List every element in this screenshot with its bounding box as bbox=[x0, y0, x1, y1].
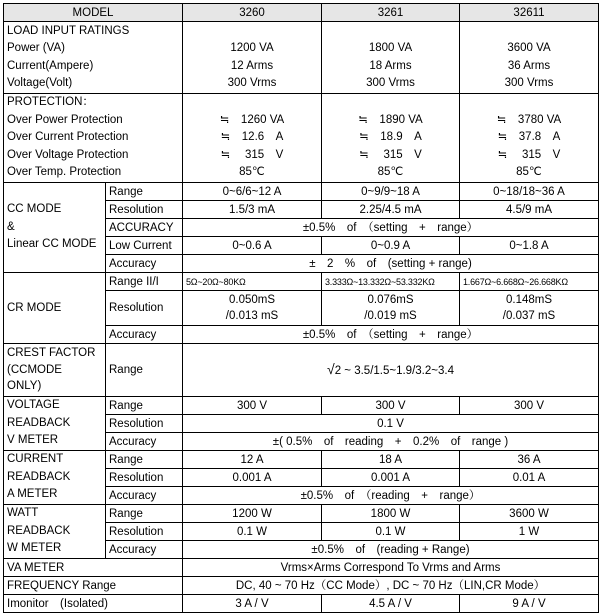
watt-resolution-row: Resolution 0.1 W 0.1 W 1 W bbox=[4, 523, 599, 541]
watt-readback-labels: WATT READBACK W METER bbox=[4, 505, 106, 559]
protection-32611: ≒ 3780 VA ≒ 37.8 A ≒ 315 V 85℃ bbox=[460, 94, 599, 183]
protection-title: PROTECTION： bbox=[7, 96, 94, 109]
cr-resolution-row: Resolution 0.050mS /0.013 mS 0.076mS /0.019 mS 0.148mS /0.037 mS bbox=[4, 291, 599, 326]
current-label: Current(Ampere) bbox=[7, 59, 94, 72]
load-input-title: LOAD INPUT RATINGS bbox=[7, 24, 130, 37]
cr-range-label: Range II/I bbox=[106, 273, 183, 291]
load-input-3260: 1200 VA 12 Arms 300 Vrms bbox=[183, 22, 322, 94]
va-meter-value: Vrms×Arms Correspond To Vrms and Arms bbox=[183, 559, 599, 577]
load-input-row bbox=[4, 22, 599, 94]
voltage-resolution-row: Resolution 0.1 V bbox=[4, 415, 599, 433]
cc-accuracy-value: ±0.5% of （setting + range） bbox=[183, 219, 599, 237]
crest-range-label: Range bbox=[106, 344, 183, 397]
frequency-value: DC, 40 ~ 70 Hz（CC Mode）, DC ~ 70 Hz（LIN,CR Mode） bbox=[183, 577, 599, 595]
cr-mode-label: CR MODE bbox=[4, 273, 106, 344]
voltage-accuracy-row: Accuracy ±( 0.5% of reading + 0.2% of range ) bbox=[4, 433, 599, 451]
low-current-label: Low Current bbox=[106, 237, 183, 255]
sqrt-symbol: √ bbox=[327, 361, 335, 377]
power-label: Power (VA) bbox=[7, 42, 65, 54]
crest-factor-value: √2 ~ 3.5/1.5~1.9/3.2~3.4 bbox=[183, 344, 599, 397]
opp-label: Over Power Protection bbox=[7, 113, 123, 126]
cc-range-label: Range bbox=[106, 183, 183, 201]
cr-accuracy-label: Accuracy bbox=[106, 326, 183, 344]
protection-labels bbox=[4, 94, 183, 183]
watt-range-row: WATT READBACK W METER Range 1200 W 1800 W 3600 W bbox=[4, 505, 599, 523]
cc-accuracy2-label: Accuracy bbox=[106, 255, 183, 273]
model-header: MODEL bbox=[4, 4, 183, 22]
cc-mode-labels: CC MODE & Linear CC MODE bbox=[4, 183, 106, 273]
current-range-row: CURRENT READBACK A METER Range 12 A 18 A 36 A bbox=[4, 451, 599, 469]
protection-3260: ≒ 1260 VA ≒ 12.6 A ≒ 315 V 85℃ bbox=[183, 94, 322, 183]
current-resolution-row: Resolution 0.001 A 0.001 A 0.01 A bbox=[4, 469, 599, 487]
imonitor-label: Imonitor (Isolated) bbox=[4, 595, 183, 613]
va-meter-row bbox=[4, 559, 599, 577]
cr-resolution-label: Resolution bbox=[106, 291, 183, 326]
voltage-label: Voltage(Volt) bbox=[7, 77, 73, 89]
current-readback-labels: CURRENT READBACK A METER bbox=[4, 451, 106, 505]
voltage-readback-labels: VOLTAGE READBACK V METER bbox=[4, 397, 106, 451]
imonitor-row: Imonitor (Isolated) 3 A / V 4.5 A / V 9 A / V bbox=[4, 595, 599, 613]
voltage-range-row: VOLTAGE READBACK V METER Range 300 V 300 V 300 V bbox=[4, 397, 599, 415]
model-3261-header: 3261 bbox=[322, 4, 460, 22]
header-row bbox=[4, 4, 599, 22]
frequency-row bbox=[4, 577, 599, 595]
cc-low-current-row: Low Current 0~0.6 A 0~0.9 A 0~1.8 A bbox=[4, 237, 599, 255]
va-meter-label: VA METER bbox=[4, 559, 183, 577]
cc-accuracy2-value: ± 2 % of (setting + range) bbox=[183, 255, 599, 273]
load-input-3261: 1800 VA 18 Arms 300 Vrms bbox=[322, 22, 460, 94]
crest-factor-labels: CREST FACTOR (CCMODE ONLY) bbox=[4, 344, 106, 397]
current-accuracy-row: Accuracy ±0.5% of （reading + range） bbox=[4, 487, 599, 505]
load-input-32611: 3600 VA 36 Arms 300 Vrms bbox=[460, 22, 599, 94]
protection-3261: ≒ 1890 VA ≒ 18.9 A ≒ 315 V 85℃ bbox=[322, 94, 460, 183]
otp-label: Over Temp. Protection bbox=[7, 166, 122, 179]
model-32611-header: 32611 bbox=[460, 4, 599, 22]
cr-accuracy-value: ±0.5% of （setting + range） bbox=[183, 326, 599, 344]
crest-factor-row bbox=[4, 344, 599, 397]
cr-range-row: CR MODE Range II/I 5Ω~20Ω~80KΩ 3.333Ω~13.332Ω~53.332KΩ 1.667Ω~6.668Ω~26.668KΩ bbox=[4, 273, 599, 291]
cc-accuracy-label: ACCURACY bbox=[106, 219, 183, 237]
ovp-label: Over Voltage Protection bbox=[7, 148, 129, 161]
spec-sheet bbox=[3, 3, 598, 613]
frequency-label: FREQUENCY Range bbox=[4, 577, 183, 595]
model-3260-header: 3260 bbox=[183, 4, 322, 22]
protection-row bbox=[4, 94, 599, 183]
cc-resolution-label: Resolution bbox=[106, 201, 183, 219]
watt-accuracy-row: Accuracy ±0.5% of (reading + Range) bbox=[4, 541, 599, 559]
load-input-labels bbox=[4, 22, 183, 94]
ocp-label: Over Current Protection bbox=[7, 131, 129, 144]
specification-table bbox=[3, 3, 599, 613]
cc-resolution-row: Resolution 1.5/3 mA 2.25/4.5 mA 4.5/9 mA bbox=[4, 201, 599, 219]
cc-range-row: CC MODE & Linear CC MODE Range 0~6/6~12 A 0~9/9~18 A 0~18/18~36 A bbox=[4, 183, 599, 201]
